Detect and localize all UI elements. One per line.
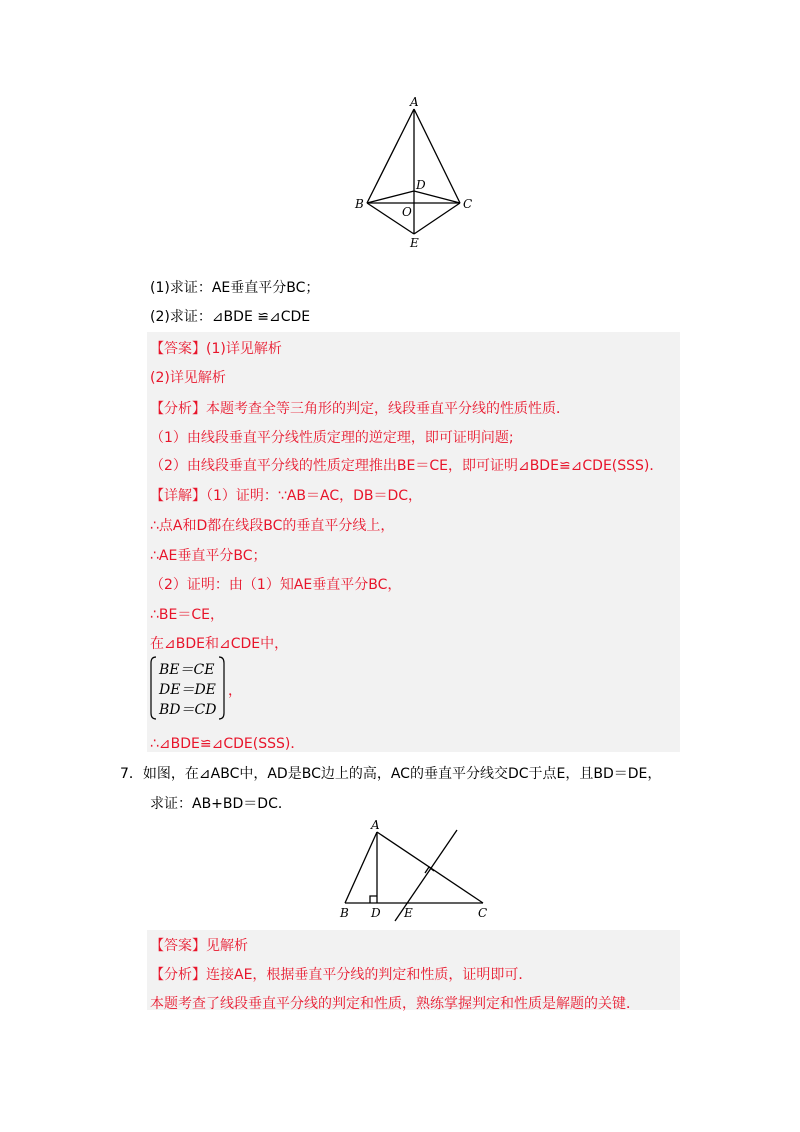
label-D: D	[371, 906, 381, 920]
answer-line-1: 【答案】(1)详见解析	[150, 341, 282, 357]
system-row-3: BD＝CD	[159, 702, 217, 718]
system-row-1: BE＝CE	[159, 662, 215, 678]
question-7-line-1: 7．如图，在⊿ABC中，AD是BC边上的高，AC的垂直平分线交DC于点E，且BD＝DE，	[120, 766, 662, 782]
answer-line-2: (2)详见解析	[150, 370, 226, 386]
system-row-2: DE＝DE	[159, 682, 216, 698]
answer-block-background	[147, 332, 680, 752]
equation-system	[150, 655, 225, 721]
question-7-line-2: 求证：AB+BD＝DC．	[150, 796, 292, 812]
label-A: A	[371, 818, 380, 832]
q7-summary: 本题考查了线段垂直平分线的判定和性质，熟练掌握判定和性质是解题的关键．	[150, 996, 640, 1012]
q7-answer: 【答案】见解析	[150, 938, 248, 954]
segment-DC	[414, 191, 460, 203]
detail-line-3: ∴AE垂直平分BC；	[150, 548, 267, 564]
label-A: A	[410, 95, 419, 109]
analysis-point-1: （1）由线段垂直平分线性质定理的逆定理，即可证明问题;	[150, 430, 514, 446]
detail-line-2: ∴点A和D都在线段BC的垂直平分线上，	[150, 518, 395, 534]
detail-line-7: ∴⊿BDE≌⊿CDE(SSS)．	[150, 736, 305, 752]
detail-line-1: 【详解】（1）证明：∵AB＝AC，DB＝DC，	[150, 488, 423, 504]
detail-line-5: ∴BE＝CE，	[150, 607, 224, 623]
question-1: (1)求证：AE垂直平分BC；	[150, 280, 320, 296]
label-D: D	[416, 178, 426, 192]
right-angle-mark-D	[370, 896, 377, 903]
segment-AB	[345, 832, 377, 903]
label-B: B	[355, 197, 364, 211]
detail-line-4: （2）证明：由（1）知AE垂直平分BC，	[150, 577, 402, 593]
label-O: O	[402, 205, 412, 219]
analysis-point-2: （2）由线段垂直平分线的性质定理推出BE＝CE，即可证明⊿BDE≌⊿CDE(SSS)．	[150, 458, 664, 474]
question-2: (2)求证：⊿BDE ≌⊿CDE	[150, 309, 311, 325]
system-suffix: ，	[228, 683, 242, 699]
figure-2-diagram	[335, 815, 495, 925]
detail-line-6: 在⊿BDE和⊿CDE中，	[150, 636, 289, 652]
analysis-line: 【分析】本题考查全等三角形的判定，线段垂直平分线的性质性质．	[150, 401, 570, 417]
q7-analysis: 【分析】连接AE，根据垂直平分线的判定和性质，证明即可．	[150, 967, 533, 983]
label-B: B	[340, 906, 349, 920]
segment-BD	[367, 191, 414, 203]
segment-AB	[367, 109, 414, 203]
label-C: C	[463, 197, 473, 211]
label-E: E	[410, 236, 419, 250]
figure-1-diagram	[350, 95, 480, 255]
label-E: E	[404, 906, 413, 920]
segment-EC	[414, 203, 460, 234]
label-C: C	[478, 906, 488, 920]
